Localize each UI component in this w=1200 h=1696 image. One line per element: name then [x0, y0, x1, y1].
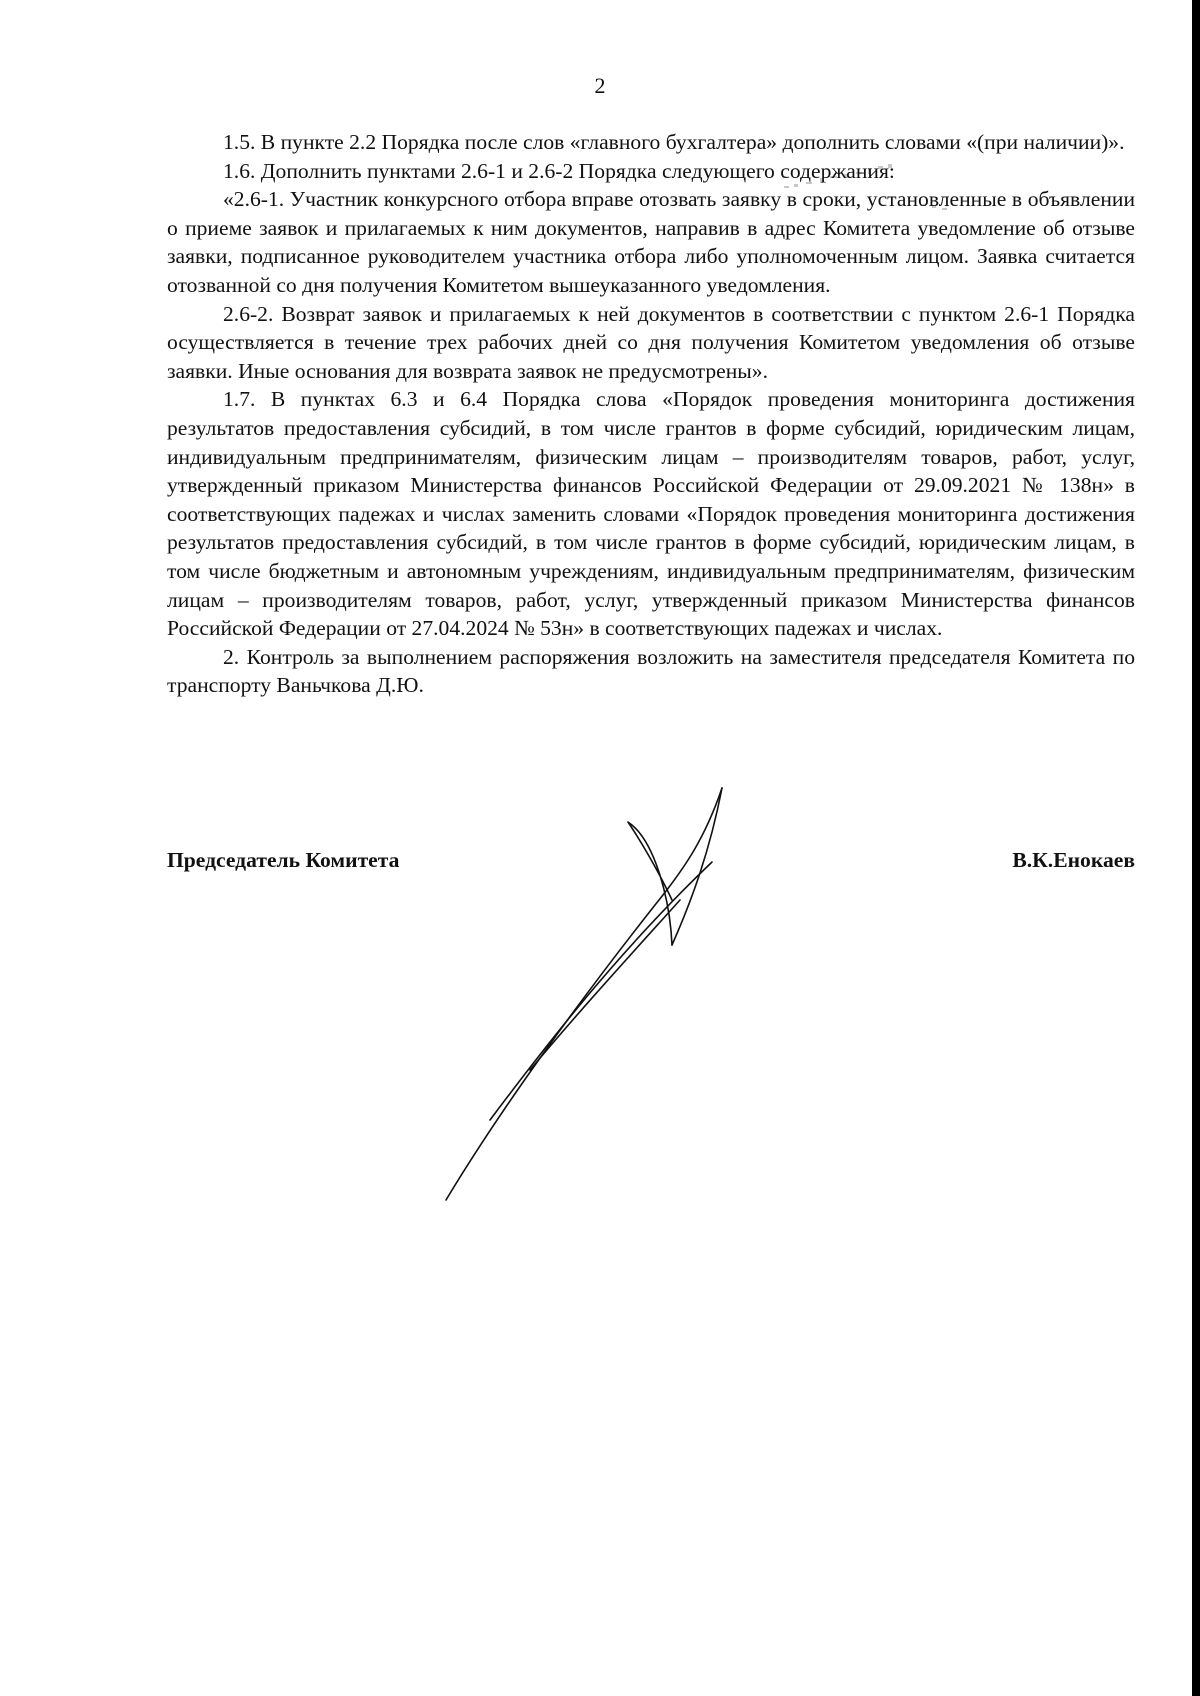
paragraph-1-5: 1.5. В пункте 2.2 Порядка после слов «главного бухгалтера» дополнить словами «(при наличии)».	[223, 130, 1125, 154]
paragraph-2-6-2: 2.6-2. Возврат заявок и прилагаемых к ней документов в соответствии с пунктом 2.6-1 Порядка осуществляется в течение трех рабочих дней со дня получения Комитетом уведомления об отзыве заявки. Иные основания для возврата заявок не предусмотрены».	[167, 301, 1135, 383]
paragraph-2-6-1: «2.6-1. Участник конкурсного отбора вправе отозвать заявку в сроки, установленные в объявлении о приеме заявок и прилагаемых к ним документов, направив в адрес Комитета уведомление об отзыве заявки, подписанное руководителем участника отбора либо уполномоченным лицом. Заявка считается отозванной со дня получения Комитетом вышеуказанного уведомления.	[167, 187, 1135, 297]
scan-border	[1192, 0, 1200, 1696]
handwritten-signature-icon	[430, 780, 790, 1210]
signatory-position: Председатель Комитета	[167, 848, 400, 872]
page-number: 2	[594, 73, 606, 98]
paragraph-2: 2. Контроль за выполнением распоряжения возложить на заместителя председателя Комитета по транспорту Ваньчкова Д.Ю.	[167, 644, 1135, 698]
paragraph-1-7: 1.7. В пунктах 6.3 и 6.4 Порядка слова «Порядок проведения мониторинга достижения результатов предоставления субсидий, в том числе грантов в форме субсидий, юридическим лицам, индивидуальным предпринимателям, физическим лицам – производителям товаров, работ, услуг, утвержденный приказом Министерства финансов Российской Федерации от 29.09.2021 № 138н» в соответствующих падежах и числах заменить словами «Порядок проведения мониторинга достижения результатов предоставления субсидий, в том числе грантов в форме субсидий, юридическим лицам, в том числе бюджетным и автономным учреждениям, индивидуальным предпринимателям, физическим лицам – производителям товаров, работ, услуг, утвержденный приказом Министерства финансов Российской Федерации от 27.04.2024 № 53н» в соответствующих падежах и числах.	[167, 387, 1135, 641]
signatory-name: В.К.Енокаев	[1012, 848, 1135, 872]
paragraph-1-6: 1.6. Дополнить пунктами 2.6-1 и 2.6-2 Порядка следующего содержания:	[223, 158, 895, 183]
document-body	[167, 128, 1135, 700]
